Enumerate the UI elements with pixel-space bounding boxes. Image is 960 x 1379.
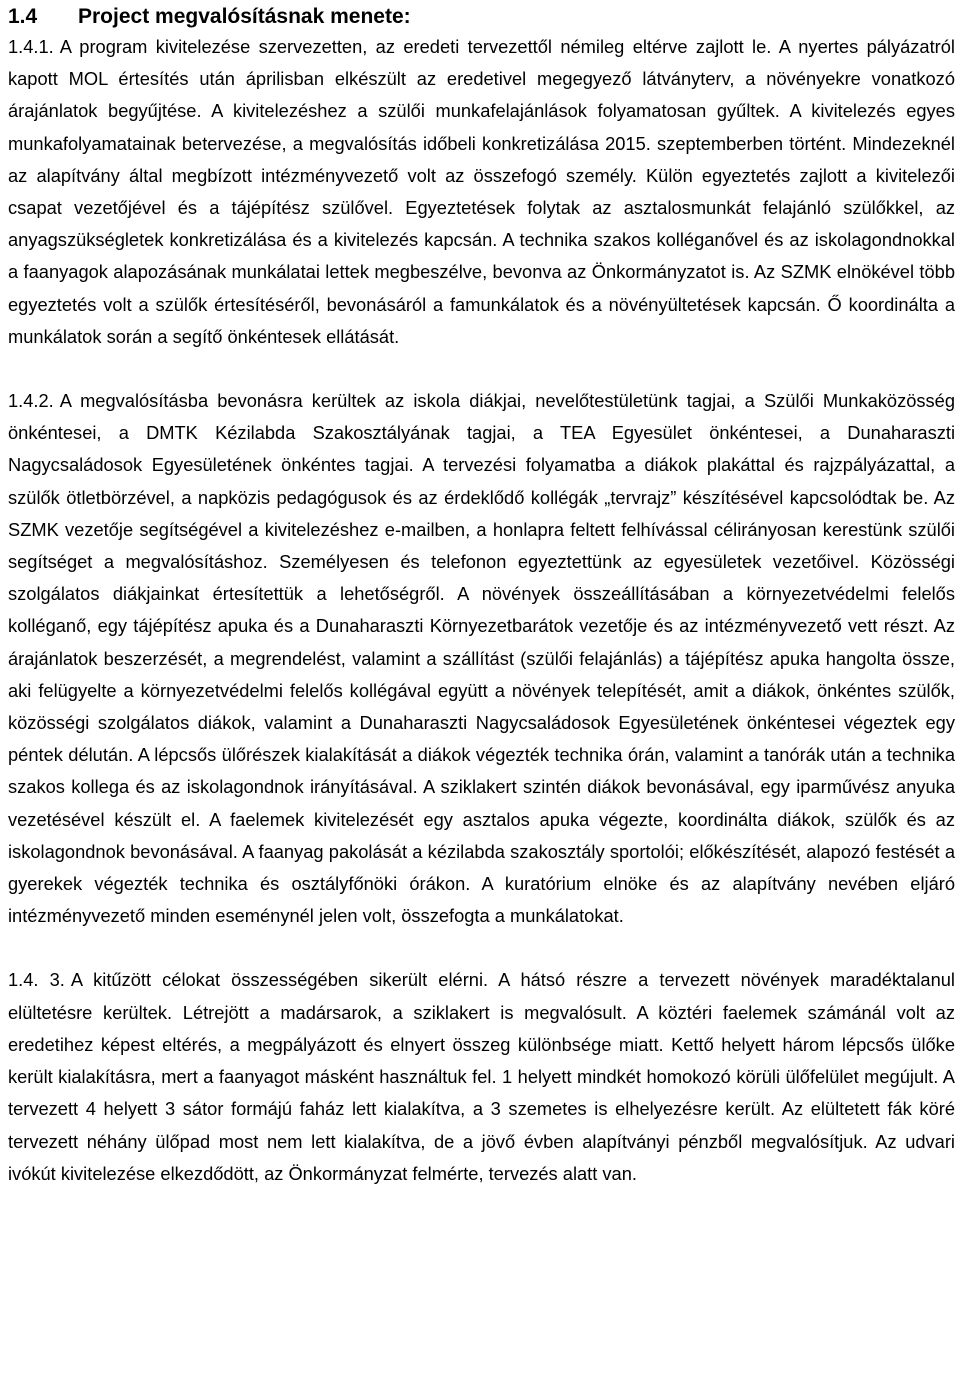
paragraph-text: A program kivitelezése szervezetten, az eredeti tervezettől némileg eltérve zajlott le. A nyertes pályázatról kapott MOL értesítés után áprilisban elkészült az eredetivel megegyező látványterv, a növényekre vonatkozó árajánlatok begyűjtése. A kivitelezéshez a szülői munkafelajánlások folyamatosan gyűltek. A kivitelezés egyes munkafolyamatainak betervezése, a megvalósítás időbeli konkretizálása 2015. szeptemberben történt. Mindezeknél az alapítvány által megbízott intézményvezető volt az összefogó személy. Külön egyeztetés zajlott a kivitelezői csapat vezetőjével és a tájépítész szülővel. Egyeztetések folytak az asztalosmunkát felajánló szülőkkel, az anyagszükségletek konkretizálása és a kivitelezés kapcsán. A technika szakos kolléganővel és az iskolagondnokkal a faanyagok alapozásának munkálatai lettek megbeszélve, bevonva az Önkormányzatot is. Az SZMK elnökével több egyeztetés volt a szülők értesítéséről, bevonásáról a famunkálatok és a növényültetések kapcsán. Ő koordinálta a munkálatok során a segítő önkéntesek ellátását.	[8, 36, 955, 347]
paragraph-1-4-2	[8, 385, 955, 932]
section-number: 1.4	[8, 5, 38, 28]
paragraph-text: A kitűzött célokat összességében sikerült elérni. A hátsó részre a tervezett növények maradéktalanul elültetésre kerültek. Létrejött a madársarok, a sziklakert is megvalósult. A köztéri faelemek számánál volt az eredetihez képest eltérés, a megpályázott és elnyert összeg különbsége miatt. Kettő helyett három lépcsős ülőke került kialakításra, mert a faanyagot másként használtuk fel. 1 helyett mindkét homokozó körüli ülőfelület megújult. A tervezett 4 helyett 3 sátor formájú faház lett kialakítva, a 3 szemetes is elhelyezésre került. Az elültetett fák köré tervezett néhány ülőpad most nem lett kialakítva, de a jövő évben alapítványi pénzből megvalósítjuk. Az udvari ivókút kivitelezése elkezdődött, az Önkormányzat felmérte, tervezés alatt van.	[8, 969, 955, 1184]
paragraph-1-4-1	[8, 31, 955, 353]
paragraph-number: 1.4.1.	[8, 36, 54, 57]
paragraph-1-4-3	[8, 964, 955, 1189]
paragraph-number: 1.4.2.	[8, 390, 54, 412]
document-page	[8, 0, 955, 1190]
section-title: Project megvalósításnak menete:	[78, 5, 411, 28]
section-heading	[8, 3, 955, 31]
paragraph-text: A megvalósításba bevonásra kerültek az iskola diákjai, nevelőtestületünk tagjai, a Szülői Munkaközösség önkéntesei, a DMTK Kézilabda Szakosztályának tagjai, a TEA Egyesület önkéntesei, a Dunaharaszti Nagycsaládosok Egyesületének önkéntes tagjai. A tervezési folyamatba a diákok plakáttal és rajzpályázattal, a szülők ötletbörzével, a napközis pedagógusok és az érdeklődő kollégák „tervrajz” készítésével kapcsolódtak be. Az SZMK vezetője segítségével a kivitelezéshez e-mailben, a honlapra feltett felhívással célirányosan kerestünk szülői segítséget a megvalósításhoz. Személyesen és telefonon egyeztettünk az egyesületek vezetőivel. Közösségi szolgálatos diákjainkat értesítettük a lehetőségről. A növények összeállításában a környezetvédelmi felelős kolléganő, egy tájépítész apuka és a Dunaharaszti Környezetbarátok vezetője és az intézményvezető vett részt. Az árajánlatok beszerzését, a megrendelést, valamint a szállítást (szülői felajánlás) a tájépítész apuka hangolta össze, aki felügyelte a környezetvédelmi felelős kollégával együtt a növények telepítését, amit a diákok, önkéntes szülők, közösségi szolgálatos diákok, valamint a Dunaharaszti Nagycsaládosok Egyesületének önkéntesei végeztek egy péntek délután. A lépcsős ülőrészek kialakítását a diákok végezték technika órán, valamint a tanórák után a technika szakos kollega és az iskolagondnok irányításával. A sziklakert szintén diákok bevonásával, egy iparművész anyuka vezetésével készült el. A faelemek kivitelezését egy asztalos apuka végezte, koordinálta diákok, szülők és az iskolagondnok bevonásával. A faanyag pakolását a kézilabda szakosztály sportolói; előkészítését, alapozó festését a gyerekek végezték technika és osztályfőnöki órákon. A kuratórium elnöke és az alapítvány nevében eljáró intézményvezető minden eseménynél jelen volt, összefogta a munkálatokat.	[8, 390, 955, 927]
paragraph-number: 1.4. 3.	[8, 969, 65, 991]
